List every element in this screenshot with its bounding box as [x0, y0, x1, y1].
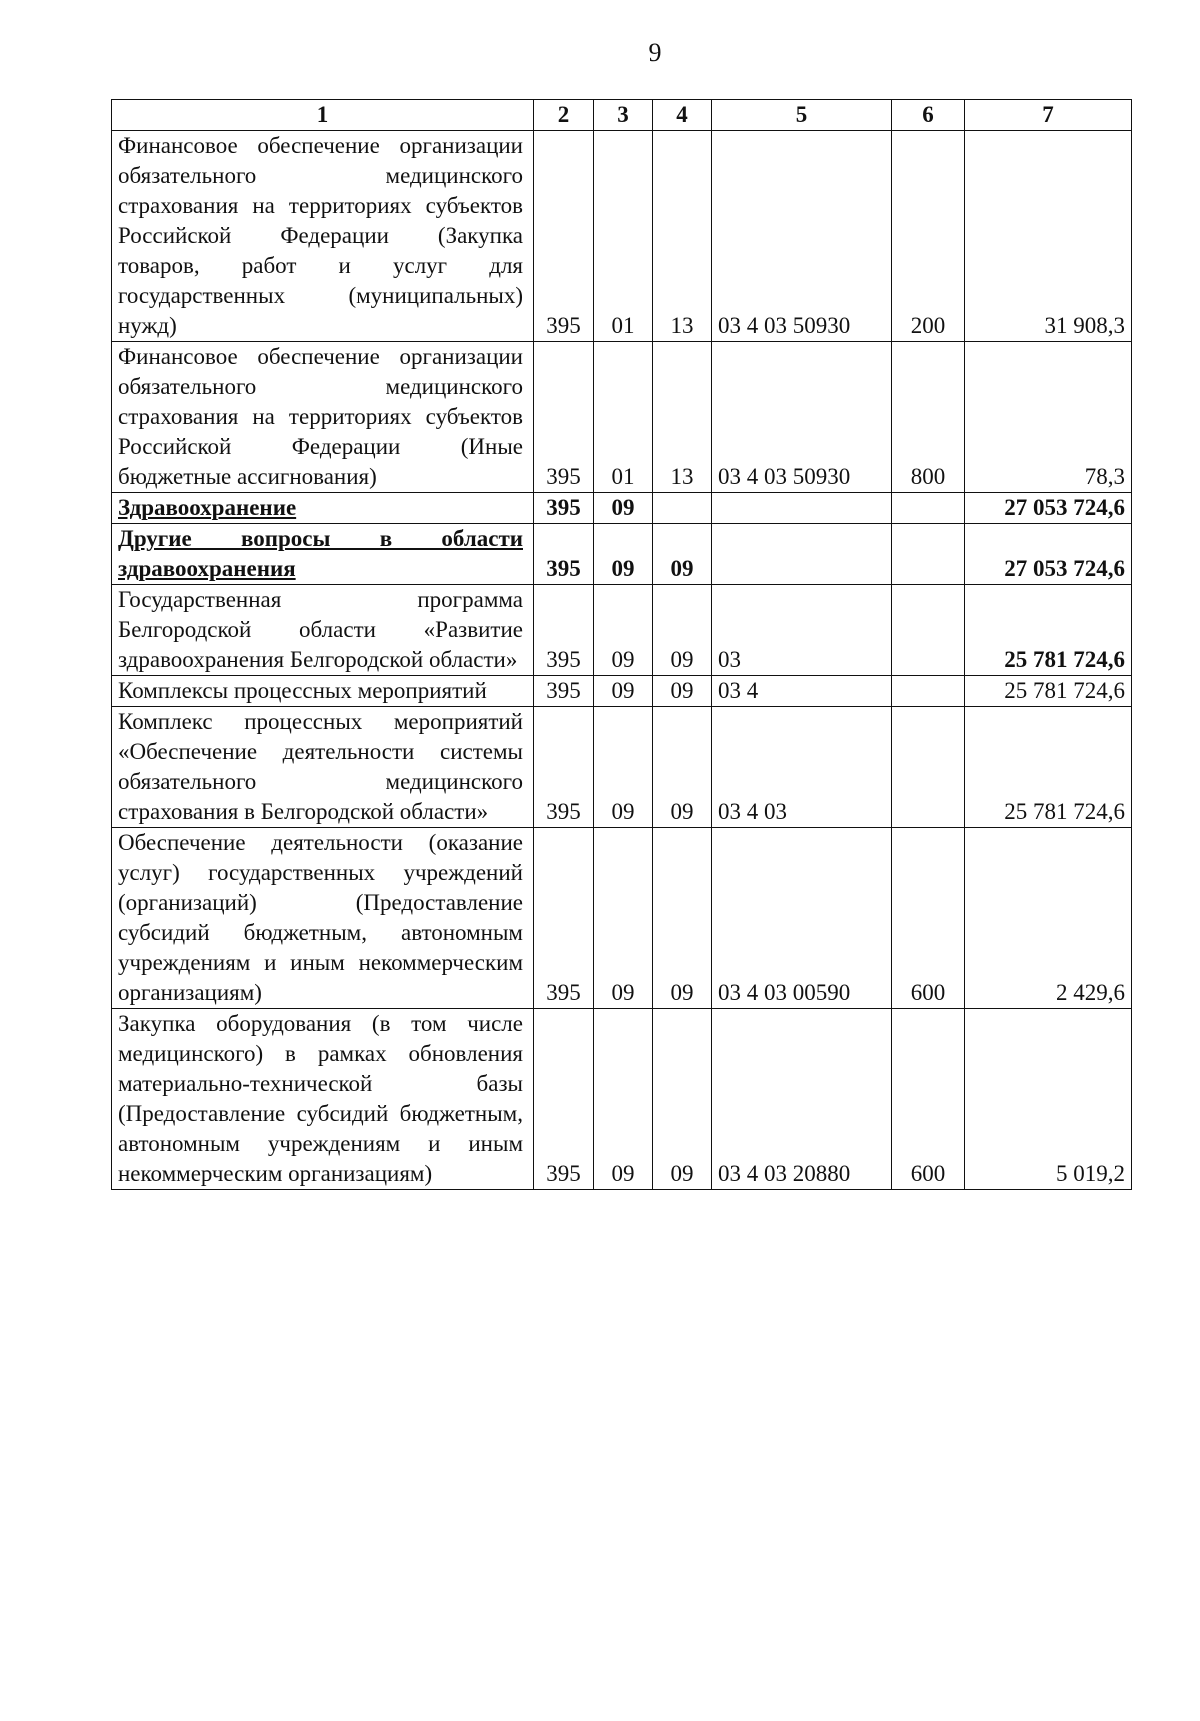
row-subsection-code: 09: [653, 707, 712, 828]
row-gr-code: 395: [534, 524, 594, 585]
page-number: 9: [648, 38, 662, 67]
table-row: [112, 707, 1132, 828]
row-expense-type: 200: [892, 131, 965, 342]
row-expense-type: [892, 524, 965, 585]
column-header-3: 3: [594, 100, 653, 131]
row-gr-code: 395: [534, 342, 594, 493]
row-name: Другие вопросы в области здравоохранения: [112, 524, 534, 585]
row-expense-type: [892, 493, 965, 524]
table-row: [112, 342, 1132, 493]
row-target-code: [712, 493, 892, 524]
row-gr-code: 395: [534, 828, 594, 1009]
row-target-code: 03 4 03 00590: [712, 828, 892, 1009]
row-section-code: 09: [594, 524, 653, 585]
row-name: Комплексы процессных мероприятий: [112, 676, 534, 707]
row-target-code: 03 4 03: [712, 707, 892, 828]
row-subsection-code: 13: [653, 342, 712, 493]
table-row: [112, 131, 1132, 342]
row-section-code: 01: [594, 342, 653, 493]
row-expense-type: [892, 676, 965, 707]
row-subsection-code: 09: [653, 585, 712, 676]
row-name: Финансовое обеспечение организации обязательного медицинского страхования на территориях субъектов Российской Федерации (Иные бюджетные ассигнования): [112, 342, 534, 493]
row-subsection-code: 09: [653, 524, 712, 585]
row-gr-code: 395: [534, 131, 594, 342]
row-section-code: 09: [594, 676, 653, 707]
budget-table: [111, 99, 1132, 1190]
table-row: [112, 524, 1132, 585]
row-expense-type: 800: [892, 342, 965, 493]
row-section-code: 01: [594, 131, 653, 342]
row-name: Государственная программа Белгородской области «Развитие здравоохранения Белгородской области»: [112, 585, 534, 676]
row-section-code: 09: [594, 493, 653, 524]
row-name: Закупка оборудования (в том числе медицинского) в рамках обновления материально-технической базы (Предоставление субсидий бюджетным, автономным учреждениям и иным некоммерческим организациям): [112, 1009, 534, 1190]
row-section-code: 09: [594, 828, 653, 1009]
row-name: Здравоохранение: [112, 493, 534, 524]
row-amount: 25 781 724,6: [965, 707, 1132, 828]
row-name: Финансовое обеспечение организации обязательного медицинского страхования на территориях субъектов Российской Федерации (Закупка товаров, работ и услуг для государственных (муниципальных) нужд): [112, 131, 534, 342]
row-target-code: 03 4: [712, 676, 892, 707]
row-target-code: 03 4 03 20880: [712, 1009, 892, 1190]
column-header-6: 6: [892, 100, 965, 131]
row-expense-type: [892, 585, 965, 676]
column-header-5: 5: [712, 100, 892, 131]
table-header-row: [112, 100, 1132, 131]
row-amount: 27 053 724,6: [965, 493, 1132, 524]
row-amount: 27 053 724,6: [965, 524, 1132, 585]
row-gr-code: 395: [534, 493, 594, 524]
row-amount: 78,3: [965, 342, 1132, 493]
row-amount: 25 781 724,6: [965, 676, 1132, 707]
column-header-1: 1: [112, 100, 534, 131]
row-expense-type: 600: [892, 828, 965, 1009]
row-subsection-code: 09: [653, 676, 712, 707]
row-target-code: 03 4 03 50930: [712, 342, 892, 493]
table-row: [112, 676, 1132, 707]
row-amount: 2 429,6: [965, 828, 1132, 1009]
row-subsection-code: [653, 493, 712, 524]
table-row: [112, 1009, 1132, 1190]
row-section-code: 09: [594, 707, 653, 828]
table-row: [112, 493, 1132, 524]
row-section-code: 09: [594, 1009, 653, 1190]
row-target-code: 03 4 03 50930: [712, 131, 892, 342]
table-row: [112, 585, 1132, 676]
table-row: [112, 828, 1132, 1009]
row-expense-type: [892, 707, 965, 828]
column-header-7: 7: [965, 100, 1132, 131]
row-gr-code: 395: [534, 676, 594, 707]
row-amount: 25 781 724,6: [965, 585, 1132, 676]
row-gr-code: 395: [534, 707, 594, 828]
row-gr-code: 395: [534, 585, 594, 676]
row-subsection-code: 09: [653, 828, 712, 1009]
row-target-code: 03: [712, 585, 892, 676]
row-name: Комплекс процессных мероприятий «Обеспечение деятельности системы обязательного медицинского страхования в Белгородской области»: [112, 707, 534, 828]
row-subsection-code: 09: [653, 1009, 712, 1190]
row-target-code: [712, 524, 892, 585]
row-name: Обеспечение деятельности (оказание услуг) государственных учреждений (организаций) (Предоставление субсидий бюджетным, автономным учреждениям и иным некоммерческим организациям): [112, 828, 534, 1009]
row-gr-code: 395: [534, 1009, 594, 1190]
column-header-2: 2: [534, 100, 594, 131]
row-amount: 5 019,2: [965, 1009, 1132, 1190]
column-header-4: 4: [653, 100, 712, 131]
row-expense-type: 600: [892, 1009, 965, 1190]
row-subsection-code: 13: [653, 131, 712, 342]
row-section-code: 09: [594, 585, 653, 676]
row-amount: 31 908,3: [965, 131, 1132, 342]
